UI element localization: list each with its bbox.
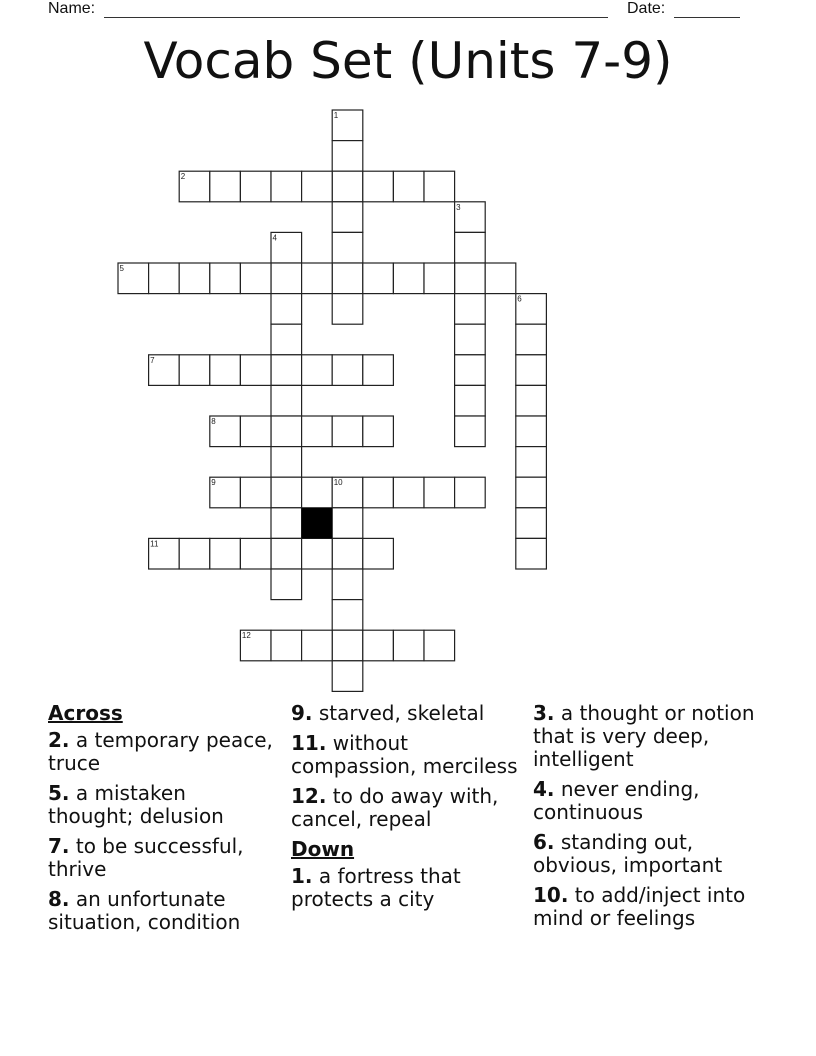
grid-cell[interactable] xyxy=(271,385,302,416)
grid-cell[interactable] xyxy=(424,477,455,508)
grid-cell[interactable] xyxy=(332,416,363,447)
cell-number: 11 xyxy=(150,539,159,549)
grid-cell[interactable] xyxy=(332,294,363,325)
grid-cell[interactable] xyxy=(332,171,363,202)
grid-cell[interactable] xyxy=(271,355,302,386)
clue-text: never ending, continuous xyxy=(533,777,700,824)
grid-cell[interactable] xyxy=(516,447,547,478)
clue-text: starved, skeletal xyxy=(312,701,485,725)
clue-item xyxy=(291,865,521,911)
cell-number: 1 xyxy=(333,111,339,120)
clue-number: 2. xyxy=(48,728,70,752)
clue-text: to be successful, thrive xyxy=(48,834,244,881)
cell-number: 12 xyxy=(241,631,251,641)
grid-cell[interactable] xyxy=(302,630,333,661)
grid-cell[interactable] xyxy=(516,324,547,355)
clue-item xyxy=(533,884,773,930)
cell-number: 5 xyxy=(119,264,124,273)
grid-cell[interactable] xyxy=(516,477,547,508)
clue-number: 10. xyxy=(533,883,569,907)
grid-cell[interactable] xyxy=(332,141,363,172)
grid-cell[interactable] xyxy=(332,508,363,539)
grid-cell[interactable] xyxy=(271,171,302,202)
grid-cell[interactable] xyxy=(302,171,333,202)
grid-cell[interactable] xyxy=(210,263,241,294)
grid-cell[interactable] xyxy=(332,232,363,263)
clue-item xyxy=(48,835,273,881)
clue-text: standing out, obvious, important xyxy=(533,830,723,877)
grid-cell[interactable] xyxy=(363,171,394,202)
grid-cell[interactable] xyxy=(332,263,363,294)
grid-cell[interactable] xyxy=(179,538,210,569)
grid-cell[interactable] xyxy=(210,355,241,386)
grid-cell[interactable] xyxy=(424,263,455,294)
clue-text: to do away with, cancel, repeal xyxy=(291,784,499,831)
grid-cell[interactable] xyxy=(393,477,424,508)
grid-cell[interactable] xyxy=(363,477,394,508)
grid-cell[interactable] xyxy=(516,508,547,539)
grid-cell[interactable] xyxy=(363,263,394,294)
grid-cell[interactable] xyxy=(424,630,455,661)
grid-cell[interactable] xyxy=(271,294,302,325)
clue-column-3 xyxy=(533,702,773,937)
grid-cell[interactable] xyxy=(516,538,547,569)
clue-heading: Across xyxy=(48,701,123,725)
clue-item xyxy=(291,702,521,725)
grid-cell[interactable] xyxy=(302,355,333,386)
grid-cell[interactable] xyxy=(455,324,486,355)
clue-item xyxy=(48,888,273,934)
grid-cell[interactable] xyxy=(393,171,424,202)
grid-cell[interactable] xyxy=(424,171,455,202)
clue-number: 5. xyxy=(48,781,70,805)
grid-cell[interactable] xyxy=(363,416,394,447)
grid-cell[interactable] xyxy=(240,538,271,569)
clue-item xyxy=(291,732,521,778)
cell-number: 6 xyxy=(517,294,522,304)
grid-cell[interactable] xyxy=(240,355,271,386)
grid-cell[interactable] xyxy=(210,171,241,202)
clue-item xyxy=(48,729,273,775)
date-label: Date: xyxy=(627,0,666,17)
grid-cell[interactable] xyxy=(332,600,363,631)
grid-cell[interactable] xyxy=(302,416,333,447)
grid-cell[interactable] xyxy=(332,569,363,600)
grid-cell[interactable] xyxy=(302,477,333,508)
grid-cell[interactable] xyxy=(516,416,547,447)
grid-cell[interactable] xyxy=(240,171,271,202)
clue-text: an unfortunate situation, condition xyxy=(48,887,241,934)
clue-item xyxy=(291,785,521,831)
grid-cell[interactable] xyxy=(455,355,486,386)
grid-cell[interactable] xyxy=(149,263,180,294)
clue-item xyxy=(533,778,773,824)
grid-cell[interactable] xyxy=(485,263,516,294)
grid-cell[interactable] xyxy=(332,630,363,661)
grid-cell[interactable] xyxy=(271,538,302,569)
grid-cell[interactable] xyxy=(516,385,547,416)
grid-cell[interactable] xyxy=(455,294,486,325)
clue-item xyxy=(533,831,773,877)
clue-number: 6. xyxy=(533,830,555,854)
grid-cell[interactable] xyxy=(455,232,486,263)
clue-heading: Down xyxy=(291,837,355,861)
clue-number: 7. xyxy=(48,834,70,858)
grid-cell[interactable] xyxy=(271,263,302,294)
grid-cell[interactable] xyxy=(363,538,394,569)
grid-cell[interactable] xyxy=(455,416,486,447)
clue-item xyxy=(48,782,273,828)
clue-number: 12. xyxy=(291,784,327,808)
grid-cell[interactable] xyxy=(271,447,302,478)
name-label: Name: xyxy=(48,0,96,17)
clue-number: 11. xyxy=(291,731,327,755)
grid-cell[interactable] xyxy=(302,263,333,294)
grid-cell[interactable] xyxy=(271,324,302,355)
clue-text: a temporary peace, truce xyxy=(48,728,273,775)
grid-cell[interactable] xyxy=(332,661,363,692)
cell-number: 3 xyxy=(456,202,461,212)
grid-cell[interactable] xyxy=(332,202,363,233)
grid-cell[interactable] xyxy=(240,416,271,447)
cell-number: 10 xyxy=(333,478,343,488)
grid-cell[interactable] xyxy=(302,538,333,569)
grid-cell[interactable] xyxy=(240,263,271,294)
grid-cell[interactable] xyxy=(332,538,363,569)
page-title: Vocab Set (Units 7-9) xyxy=(143,32,673,90)
clue-text: without compassion, merciless xyxy=(291,731,518,778)
clue-number: 8. xyxy=(48,887,70,911)
grid-cell[interactable] xyxy=(363,630,394,661)
grid-cell[interactable] xyxy=(179,263,210,294)
grid-cell[interactable] xyxy=(271,477,302,508)
cell-number: 9 xyxy=(211,478,216,488)
grid-cell[interactable] xyxy=(455,263,486,294)
clue-column-2 xyxy=(291,702,521,918)
grid-cell[interactable] xyxy=(210,538,241,569)
grid-cell[interactable] xyxy=(271,569,302,600)
grid-cell[interactable] xyxy=(271,508,302,539)
black-cell xyxy=(302,508,333,539)
clue-text: a mistaken thought; delusion xyxy=(48,781,224,828)
grid-cell[interactable] xyxy=(363,355,394,386)
grid-cell[interactable] xyxy=(393,263,424,294)
clue-number: 1. xyxy=(291,864,313,888)
grid-cell[interactable] xyxy=(271,630,302,661)
grid-cell[interactable] xyxy=(271,416,302,447)
clue-column-1 xyxy=(48,702,273,941)
clue-number: 3. xyxy=(533,701,555,725)
cell-number: 4 xyxy=(272,233,277,243)
grid-cell[interactable] xyxy=(240,477,271,508)
clue-item xyxy=(533,702,773,771)
grid-cell[interactable] xyxy=(516,355,547,386)
clue-text: to add/inject into mind or feelings xyxy=(533,883,746,930)
grid-cell[interactable] xyxy=(455,477,486,508)
clue-number: 4. xyxy=(533,777,555,801)
clue-text: a thought or notion that is very deep, intelligent xyxy=(533,701,755,771)
cell-number: 2 xyxy=(180,172,186,182)
grid-cell[interactable] xyxy=(332,355,363,386)
cell-number: 8 xyxy=(211,417,216,426)
clue-text: a fortress that protects a city xyxy=(291,864,461,911)
clue-number: 9. xyxy=(291,701,313,725)
grid-cell[interactable] xyxy=(455,385,486,416)
cell-number: 7 xyxy=(150,355,155,365)
grid-cell[interactable] xyxy=(393,630,424,661)
grid-cell[interactable] xyxy=(179,355,210,386)
